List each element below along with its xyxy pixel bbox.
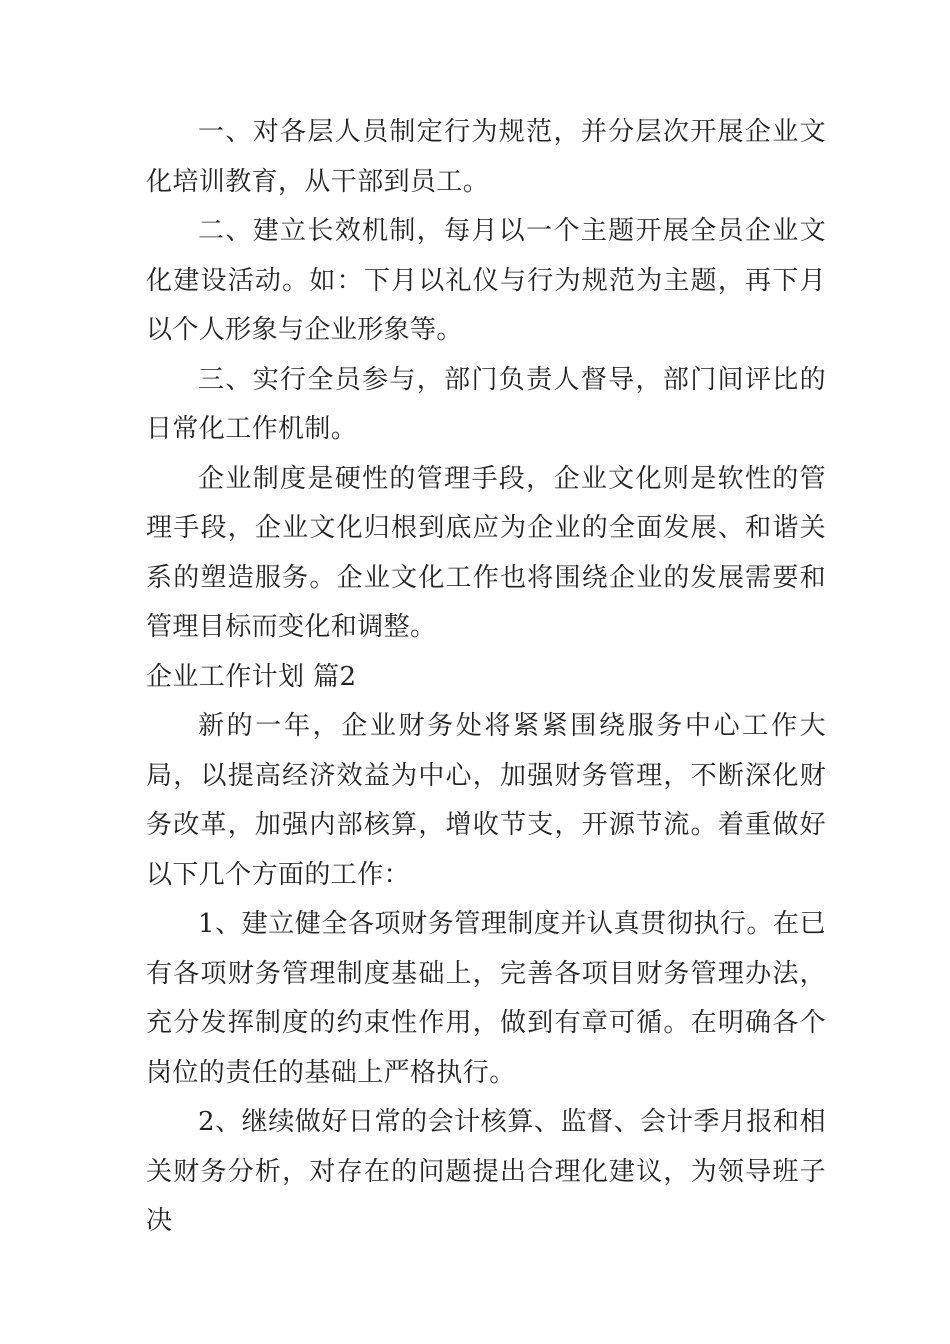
paragraph-2: 二、建立长效机制，每月以一个主题开展全员企业文化建设活动。如：下月以礼仪与行为规范为主题，再下月以个人形象与企业形象等。 xyxy=(146,216,826,345)
paragraph-6: 1、建立健全各项财务管理制度并认真贯彻执行。在已有各项财务管理制度基础上，完善各项目财务管理办法，充分发挥制度的约束性作用，做到有章可循。在明确各个岗位的责任的基础上严格执行。 xyxy=(146,909,826,1088)
paragraph-7: 2、继续做好日常的会计核算、监督、会计季月报和相关财务分析，对存在的问题提出合理化建议，为领导班子决 xyxy=(146,1107,826,1236)
paragraph-1: 一、对各层人员制定行为规范，并分层次开展企业文化培训教育，从干部到员工。 xyxy=(146,117,826,197)
section-heading: 企业工作计划 篇2 xyxy=(146,661,357,692)
paragraph-3: 三、实行全员参与，部门负责人督导，部门间评比的日常化工作机制。 xyxy=(146,364,826,444)
document-page xyxy=(146,108,826,1247)
paragraph-4: 企业制度是硬性的管理手段，企业文化则是软性的管理手段，企业文化归根到底应为企业的全面发展、和谐关系的塑造服务。企业文化工作也将围绕企业的发展需要和管理目标而变化和调整。 xyxy=(146,463,826,642)
paragraph-5: 新的一年，企业财务处将紧紧围绕服务中心工作大局，以提高经济效益为中心，加强财务管理，不断深化财务改革，加强内部核算，增收节支，开源节流。着重做好以下几个方面的工作： xyxy=(146,711,826,890)
